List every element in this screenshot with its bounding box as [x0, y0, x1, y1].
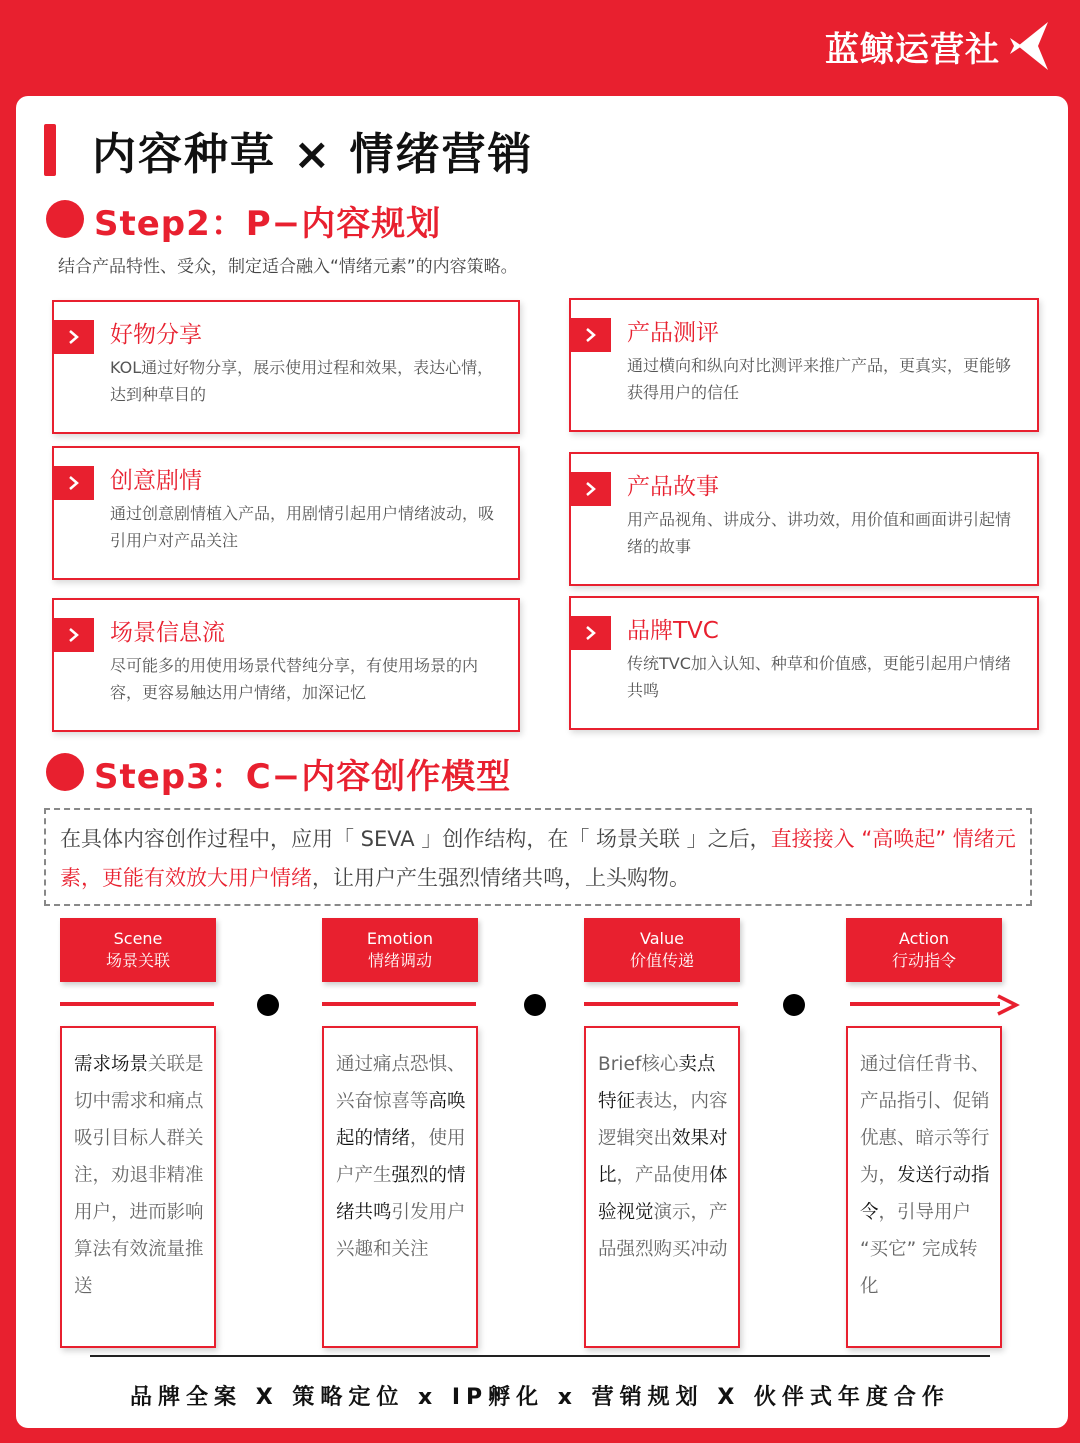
stage-desc-value: Brief核心卖点特征表达，内容逻辑突出效果对比，产品使用体验视觉演示，产品强烈购买冲动: [584, 1026, 740, 1348]
stage-header-scene: Scene 场景关联: [60, 918, 216, 982]
plan-box-desc: 尽可能多的用使用场景代替纯分享，有使用场景的内容，更容易触达用户情绪，加深记忆: [110, 656, 479, 702]
stage-separator-dot: [524, 994, 546, 1016]
stage-header-emotion: Emotion 情绪调动: [322, 918, 478, 982]
title-accent-bar: [44, 124, 56, 176]
plan-box-title: 产品测评: [627, 320, 719, 346]
brand-name: 蓝鲸运营社: [825, 30, 1000, 70]
chevron-right-icon: [571, 616, 611, 650]
plan-box-tvc: [569, 596, 1039, 730]
plan-box-juqing: [52, 446, 520, 580]
stage-separator-dot: [257, 994, 279, 1016]
plan-box-desc: KOL通过好物分享，展示使用过程和效果，表达心情，达到种草目的: [110, 358, 494, 404]
chevron-right-icon: [54, 320, 94, 354]
plan-box-haowu: [52, 300, 520, 434]
chevron-right-icon: [54, 618, 94, 652]
step3-title: Step3：C−内容创作模型: [94, 757, 512, 797]
step2-desc: 结合产品特性、受众，制定适合融入“情绪元素”的内容策略。: [58, 257, 518, 277]
plan-box-changjing: [52, 598, 520, 732]
plan-box-title: 好物分享: [110, 322, 202, 348]
stage-desc-action: 通过信任背书、产品指引、促销优惠、暗示等行为，发送行动指令，引导用户 “买它” 完成转化: [846, 1026, 1002, 1348]
plan-box-gushi: [569, 452, 1039, 586]
stage-arrow-line: [850, 1002, 1000, 1006]
plan-box-title: 创意剧情: [110, 468, 202, 494]
plan-box-desc: 通过创意剧情植入产品，用剧情引起用户情绪波动，吸引用户对产品关注: [110, 504, 495, 550]
plan-box-desc: 传统TVC加入认知、种草和价值感，更能引起用户情绪共鸣: [627, 654, 1011, 700]
stage-underline: [584, 1002, 738, 1006]
plan-box-desc: 通过横向和纵向对比测评来推广产品，更真实，更能够获得用户的信任: [627, 356, 1012, 402]
footer-divider: [90, 1355, 990, 1357]
plan-box-title: 品牌TVC: [627, 618, 719, 644]
stage-underline: [60, 1002, 214, 1006]
arrow-right-icon: [996, 994, 1020, 1016]
plan-box-desc: 用产品视角、讲成分、讲功效，用价值和画面讲引起情绪的故事: [627, 510, 1012, 556]
step2-title: Step2：P−内容规划: [94, 204, 442, 244]
chevron-right-icon: [571, 318, 611, 352]
plan-box-title: 产品故事: [627, 474, 719, 500]
chevron-right-icon: [571, 472, 611, 506]
plan-box-ceping: [569, 298, 1039, 432]
step3-dot: [46, 753, 84, 791]
chevron-right-icon: [54, 466, 94, 500]
stage-desc-scene: 需求场景关联是切中需求和痛点吸引目标人群关注，劝退非精准用户，进而影响算法有效流量推送: [60, 1026, 216, 1348]
page-title: 内容种草 × 情绪营销: [92, 129, 534, 180]
stage-header-value: Value 价值传递: [584, 918, 740, 982]
stage-separator-dot: [783, 994, 805, 1016]
seva-intro-text: 在具体内容创作过程中，应用「 SEVA 」创作结构，在「 场景关联 」之后，直接接入 “高唤起” 情绪元素，更能有效放大用户情绪，让用户产生强烈情绪共鸣，上头购物。: [60, 827, 1016, 890]
plan-box-title: 场景信息流: [110, 620, 225, 646]
stage-underline: [322, 1002, 476, 1006]
step2-dot: [46, 200, 84, 238]
whale-tail-icon: [1008, 18, 1052, 74]
stage-desc-emotion: 通过痛点恐惧、兴奋惊喜等高唤起的情绪，使用户产生强烈的情绪共鸣引发用户兴趣和关注: [322, 1026, 478, 1348]
stage-header-action: Action 行动指令: [846, 918, 1002, 982]
footer-services: 品牌全案 X 策略定位 x IP孵化 x 营销规划 X 伙伴式年度合作: [130, 1385, 950, 1410]
